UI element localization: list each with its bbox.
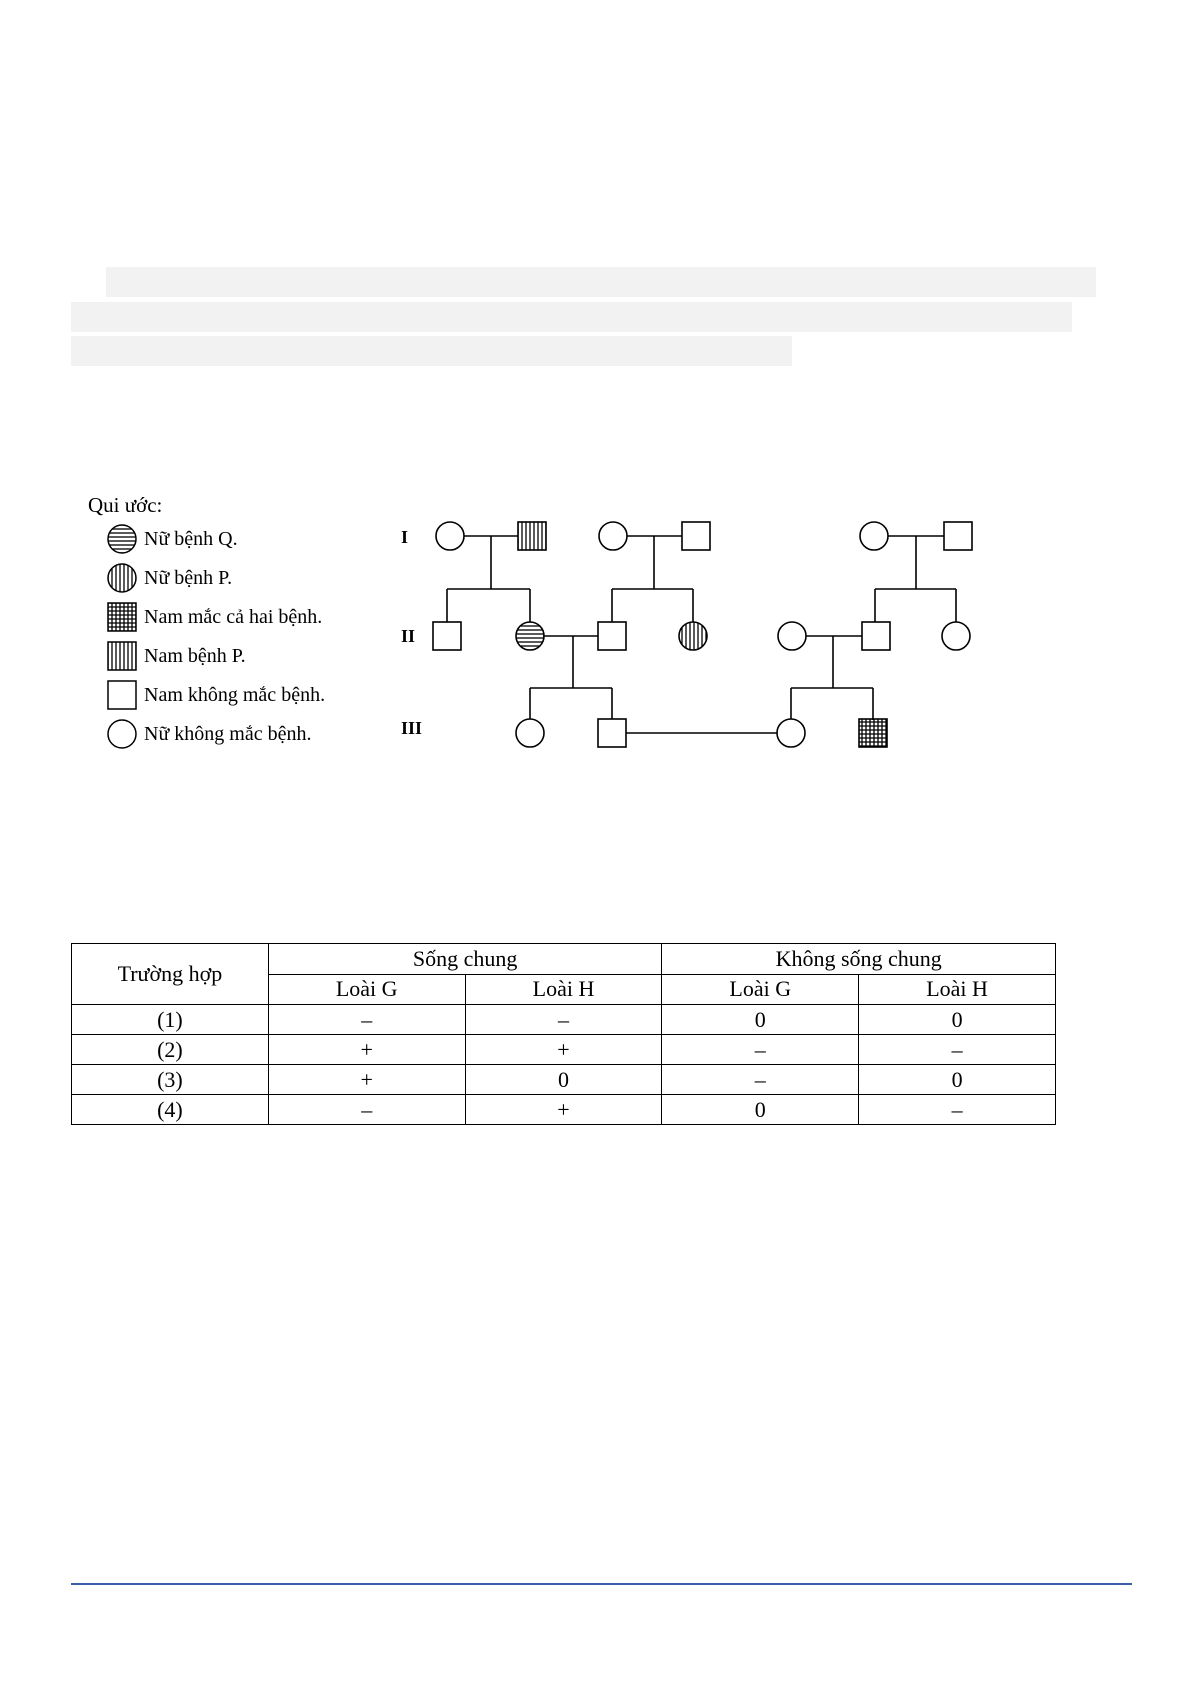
table-row: [72, 1005, 1056, 1035]
generation-label-i: I: [401, 527, 409, 547]
pedigree-male-both-diseases: [859, 719, 887, 747]
value-cell: –: [662, 1035, 859, 1065]
value-cell: +: [268, 1035, 465, 1065]
footer-rule: [71, 1583, 1132, 1585]
table-row: [72, 1095, 1056, 1125]
value-cell: –: [859, 1035, 1056, 1065]
value-cell: –: [268, 1005, 465, 1035]
pedigree-female-unaffected: [599, 522, 627, 550]
header-living-together: Sống chung: [268, 944, 662, 975]
legend-label: Nữ bệnh Q.: [144, 527, 238, 550]
legend-label: Nam mắc cả hai bệnh.: [144, 605, 323, 628]
table-row: [72, 1065, 1056, 1095]
header-species: Loài G: [268, 974, 465, 1005]
legend-label: Nam không mắc bệnh.: [144, 683, 326, 706]
header-case: Trường hợp: [72, 944, 269, 1005]
case-cell: (2): [72, 1035, 269, 1065]
case-cell: (4): [72, 1095, 269, 1125]
case-cell: (3): [72, 1065, 269, 1095]
value-cell: –: [859, 1095, 1056, 1125]
header-living-apart: Không sống chung: [662, 944, 1056, 975]
pedigree-male-unaffected: [433, 622, 461, 650]
legend-label: Nam bệnh P.: [144, 644, 246, 667]
table-row: [72, 1035, 1056, 1065]
legend-label: Nữ bệnh P.: [144, 566, 233, 589]
legend-title: Qui ước:: [88, 493, 163, 517]
legend-label: Nữ không mắc bệnh.: [144, 722, 312, 745]
value-cell: –: [465, 1005, 662, 1035]
header-species: Loài G: [662, 974, 859, 1005]
pedigree-female-disease-q: [516, 622, 544, 650]
pedigree-female-unaffected: [436, 522, 464, 550]
header-species: Loài H: [859, 974, 1056, 1005]
value-cell: +: [465, 1095, 662, 1125]
pedigree-male-unaffected: [682, 522, 710, 550]
value-cell: –: [662, 1065, 859, 1095]
pedigree-female-unaffected: [778, 622, 806, 650]
pedigree-male-unaffected: [598, 719, 626, 747]
value-cell: 0: [662, 1095, 859, 1125]
generation-label-iii: III: [401, 718, 423, 738]
pedigree-male-disease-p: [518, 522, 546, 550]
value-cell: –: [268, 1095, 465, 1125]
pedigree-male-unaffected: [862, 622, 890, 650]
value-cell: 0: [859, 1065, 1056, 1095]
value-cell: 0: [859, 1005, 1056, 1035]
pedigree-female-unaffected: [942, 622, 970, 650]
pedigree-male-unaffected: [944, 522, 972, 550]
pedigree-female-unaffected: [777, 719, 805, 747]
value-cell: +: [268, 1065, 465, 1095]
pedigree-female-unaffected: [516, 719, 544, 747]
generation-label-ii: II: [401, 626, 416, 646]
case-cell: (1): [72, 1005, 269, 1035]
interaction-table: [71, 943, 1056, 1125]
pedigree-female-unaffected: [860, 522, 888, 550]
header-species: Loài H: [465, 974, 662, 1005]
value-cell: 0: [662, 1005, 859, 1035]
pedigree-male-unaffected: [598, 622, 626, 650]
value-cell: +: [465, 1035, 662, 1065]
pedigree-female-disease-p: [679, 622, 707, 650]
table-header-row: [72, 944, 1056, 975]
pedigree-chart: [0, 0, 1192, 800]
value-cell: 0: [465, 1065, 662, 1095]
